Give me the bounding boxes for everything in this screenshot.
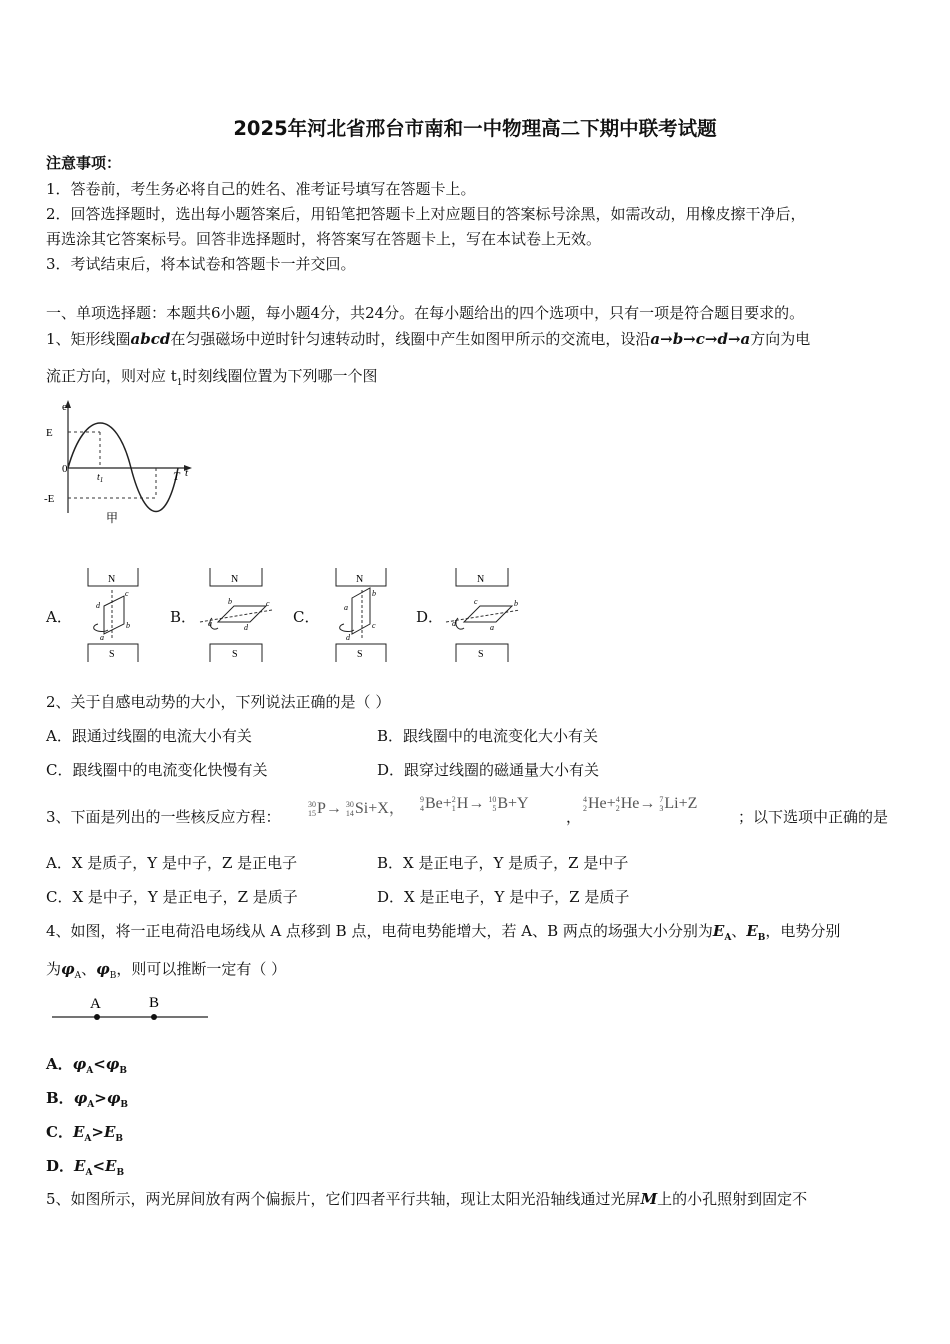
page-title: 2025年河北省邢台市南和一中物理高二下期中联考试题 <box>233 117 717 140</box>
svg-text:N: N <box>231 574 239 585</box>
svg-text:N: N <box>477 574 485 585</box>
q3-option-b[interactable]: B．X 是正电子，Y 是质子，Z 是中子 <box>377 854 629 872</box>
q2-option-b[interactable]: B．跟线圈中的电流变化大小有关 <box>377 727 599 745</box>
svg-text:c: c <box>474 597 478 606</box>
t1-label: $t_1$ <box>97 472 104 484</box>
point-a <box>94 1014 100 1020</box>
notice-item: 2．回答选择题时，选出每小题答案后，用铅笔把答题卡上对应题目的答案标号涂黑，如需改动，用橡皮擦干净后， <box>46 205 806 223</box>
svg-text:d: d <box>244 623 248 632</box>
nuclear-equation-2: 9 4 Be+ 2 1 H→ 10 5 B+Y <box>420 795 529 814</box>
q2-option-c[interactable]: C．跟线圈中的电流变化快慢有关 <box>46 761 268 779</box>
point-b-label: B <box>149 995 160 1011</box>
graph-caption: 甲 <box>106 511 119 525</box>
svg-text:c: c <box>266 599 270 608</box>
south-pole: S <box>109 649 115 660</box>
notice-item: 3．考试结束后，将本试卷和答题卡一并交回。 <box>46 255 356 273</box>
svg-text:S: S <box>232 649 238 660</box>
q1-option-c-label[interactable]: C． <box>293 608 320 626</box>
q3-stem-b: ；以下选项中正确的是 <box>738 808 889 826</box>
svg-text:b: b <box>514 599 518 608</box>
svg-text:N: N <box>356 574 364 585</box>
q2-option-a[interactable]: A．跟通过线圈的电流大小有关 <box>46 727 252 745</box>
axis-E-label: E <box>46 427 53 439</box>
axis-e-label: e <box>62 401 67 413</box>
svg-text:a: a <box>344 603 348 612</box>
svg-text:c: c <box>372 621 376 630</box>
point-b <box>151 1014 157 1020</box>
point-a-label: A <box>90 996 101 1012</box>
q5-stem: 5、如图所示，两光屏间放有两个偏振片，它们四者平行共轴，现让太阳光沿轴线通过光屏M上的小孔照射到固定不 <box>46 1190 808 1208</box>
field-line-figure <box>48 990 213 1026</box>
q1-option-b-label[interactable]: B． <box>170 608 197 626</box>
q3-stem-a: 3、下面是列出的一些核反应方程： <box>46 808 281 826</box>
svg-text:b: b <box>228 597 232 606</box>
t-axis-label: t <box>185 467 189 479</box>
q4-stem-line1: 4、如图，将一正电荷沿电场线从 A 点移到 B 点，电荷电势能增大，若 A、B 两点的场强大小分别为$E_A$、$E_B$，电势分别 <box>46 922 841 943</box>
q4-option-a[interactable]: A．$\varphi_A<\varphi_B$ <box>46 1055 127 1076</box>
nuclear-equation-3: 4 2 He+ 4 2 He→ 7 3 Li+Z <box>583 795 698 814</box>
q4-option-c[interactable]: C．$E_A>E_B$ <box>46 1123 123 1144</box>
ac-waveform-graph <box>40 398 200 533</box>
q3-option-c[interactable]: C．X 是中子，Y 是正电子，Z 是质子 <box>46 888 298 906</box>
q3-option-d[interactable]: D．X 是正电子，Y 是中子，Z 是质子 <box>377 888 630 906</box>
T-label: T <box>173 469 180 483</box>
notice-heading: 注意事项： <box>46 154 122 172</box>
svg-text:b: b <box>126 621 130 630</box>
q2-option-d[interactable]: D．跟穿过线圈的磁通量大小有关 <box>377 761 600 779</box>
svg-text:d: d <box>96 601 100 610</box>
svg-text:c: c <box>125 589 129 598</box>
q1-option-a-label[interactable]: A． <box>46 608 72 626</box>
coil-figure-a[interactable] <box>74 566 146 664</box>
nuclear-equation-1: 30 15 P→ 30 14 Si+X， <box>308 800 405 819</box>
svg-text:b: b <box>372 589 376 598</box>
north-pole: N <box>108 574 116 585</box>
origin-label: 0 <box>62 463 68 475</box>
q4-option-d[interactable]: D．$E_A<E_B$ <box>46 1157 125 1178</box>
equation-separator: ， <box>566 808 582 826</box>
notice-item: 1．答卷前，考生务必将自己的姓名、准考证号填写在答题卡上。 <box>46 180 476 198</box>
q4-stem-line2: 为$\varphi_A$、$\varphi_B$，则可以推断一定有（ ） <box>46 960 287 981</box>
section-heading: 一、单项选择题：本题共6小题，每小题4分，共24分。在每小题给出的四个选项中，只有一项是符合题目要求的。 <box>46 304 805 322</box>
coil-figure-b[interactable] <box>198 566 276 664</box>
coil-figure-d[interactable] <box>444 566 524 664</box>
svg-text:a: a <box>208 619 212 628</box>
q1-stem-line2: 流正方向，则对应 $t_1$时刻线圈位置为下列哪一个图 <box>46 367 378 388</box>
coil-figure-c[interactable] <box>322 566 394 664</box>
q3-option-a[interactable]: A．X 是质子，Y 是中子，Z 是正电子 <box>46 854 298 872</box>
q1-stem-line1: 1、矩形线圈abcd在匀强磁场中逆时针匀速转动时，线圈中产生如图甲所示的交流电，设沿a→b→c→d→a方向为电 <box>46 330 811 348</box>
axis-negE-label: -E <box>44 493 55 505</box>
svg-text:d: d <box>346 633 350 642</box>
svg-text:d: d <box>452 619 456 628</box>
notice-item: 再选涂其它答案标号。回答非选择题时，将答案写在答题卡上，写在本试卷上无效。 <box>46 230 602 248</box>
q2-stem: 2、关于自感电动势的大小，下列说法正确的是（ ） <box>46 693 391 711</box>
svg-text:a: a <box>490 623 494 632</box>
svg-text:a: a <box>100 633 104 642</box>
svg-text:S: S <box>478 649 484 660</box>
q4-option-b[interactable]: B．$\varphi_A>\varphi_B$ <box>46 1089 129 1110</box>
svg-text:S: S <box>357 649 363 660</box>
q1-option-d-label[interactable]: D． <box>416 608 444 626</box>
